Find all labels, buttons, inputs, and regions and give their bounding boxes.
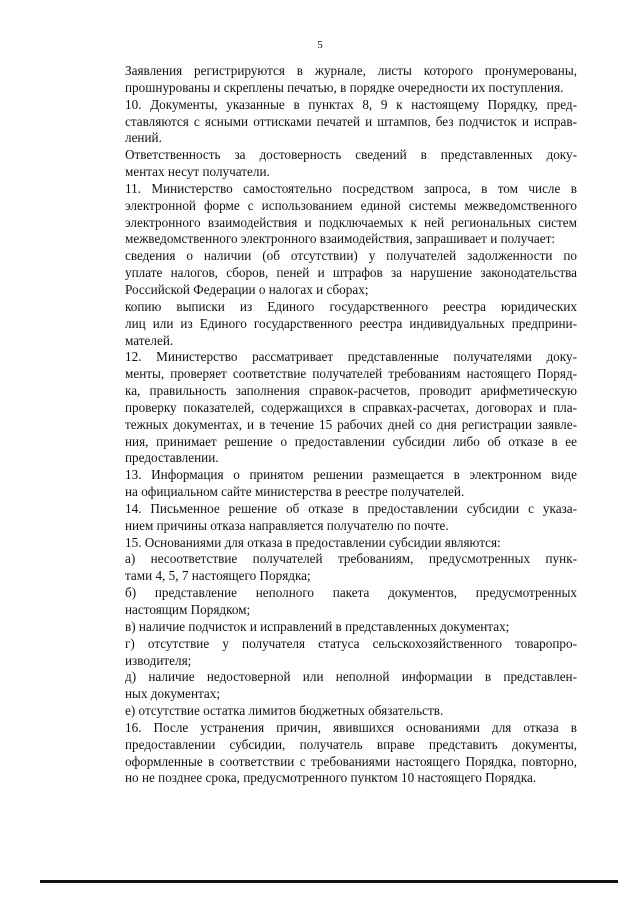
text-line: копию выписки из Единого государственного реестра юридических xyxy=(125,298,577,314)
paragraph xyxy=(87,349,577,467)
text-line: 13. Информация о принятом решении размещается в электронном виде xyxy=(125,467,577,483)
text-line: электронного взаимодействия и подключаемых к ней региональных систем xyxy=(125,214,577,230)
text-line: е) отсутствие остатка лимитов бюджетных обязательств. xyxy=(125,703,444,719)
text-line: лиц или из Единого государственного реестра индивидуальных предприни- xyxy=(125,315,577,331)
text-line: но не позднее срока, предусмотренного пунктом 10 настоящего Порядка. xyxy=(125,770,537,786)
text-line: 11. Министерство самостоятельно посредством запроса, в том числе в xyxy=(125,180,577,196)
text-line: г) отсутствие у получателя статуса сельскохозяйственного товаропро- xyxy=(125,635,577,651)
text-line: Российской Федерации о налогах и сборах; xyxy=(125,281,369,297)
paragraph xyxy=(87,535,577,552)
text-line: лений. xyxy=(125,130,162,146)
text-line: настоящим Порядком; xyxy=(125,602,251,617)
text-line: ния, принимает решение о предоставлении субсидии либо об отказе в ее xyxy=(125,433,577,449)
document-body xyxy=(87,63,577,787)
text-line: проверку показателей, содержащихся в справках-расчетах, договорах и пла- xyxy=(125,399,577,415)
text-line: 15. Основаниями для отказа в предоставлении субсидии являются: xyxy=(125,534,501,550)
text-line: тами 4, 5, 7 настоящего Порядка; xyxy=(125,568,311,584)
paragraph xyxy=(87,299,577,350)
paragraph xyxy=(87,181,577,248)
text-line: 16. После устранения причин, явившихся основаниями для отказа в xyxy=(125,719,577,735)
text-line: ставляются с ясными оттисками печатей и штампов, без подчисток и исправ- xyxy=(125,113,577,129)
text-line: 14. Письменное решение об отказе в предоставлении субсидии с указа- xyxy=(125,500,577,516)
text-line: электронной форме с использованием единой системы межведомственного xyxy=(125,197,577,213)
paragraph xyxy=(87,551,577,585)
text-line: изводителя; xyxy=(125,652,192,668)
paragraph xyxy=(87,720,577,787)
paragraph xyxy=(87,585,577,619)
text-line: ных документах; xyxy=(125,686,221,702)
text-line: тежных документах, и в течение 15 рабочих дней со дня регистрации заявле- xyxy=(125,416,577,432)
text-line: а) несоответствие получателей требованиям, предусмотренных пунк- xyxy=(125,551,577,567)
paragraph xyxy=(87,619,577,636)
text-line: мателей. xyxy=(125,332,174,348)
text-line: предоставлении субсидии, получатель вправе представить документы, xyxy=(125,736,577,752)
text-line: уплате налогов, сборов, пеней и штрафов за нарушение законодательства xyxy=(125,265,577,281)
text-line: ментах несут получатели. xyxy=(125,164,270,180)
text-line: сведения о наличии (об отсутствии) у получателей задолженности по xyxy=(125,248,577,264)
text-line: б) представление неполного пакета документов, предусмотренных xyxy=(125,585,577,601)
text-line: оформленные в соответствии с требованиями настоящего Порядка, повторно, xyxy=(125,753,577,769)
text-line: 12. Министерство рассматривает представленные получателями доку- xyxy=(125,349,577,365)
paragraph xyxy=(87,97,577,148)
paragraph xyxy=(87,501,577,535)
text-line: 10. Документы, указанные в пунктах 8, 9 к настоящему Порядку, пред- xyxy=(125,96,577,112)
text-line: менты, проверяет соответствие получателей требованиям настоящего Поряд- xyxy=(125,366,577,382)
paragraph xyxy=(87,669,577,703)
text-line: ка, правильность заполнения справок-расчетов, проводит арифметическую xyxy=(125,383,577,399)
text-line: Ответственность за достоверность сведений в представленных доку- xyxy=(125,147,577,163)
text-line: Заявления регистрируются в журнале, листы которого пронумерованы, xyxy=(125,63,577,78)
text-line: предоставлении. xyxy=(125,450,219,466)
text-line: в) наличие подчисток и исправлений в представленных документах; xyxy=(125,618,510,634)
paragraph xyxy=(87,63,577,97)
paragraph xyxy=(87,147,577,181)
page-number: 5 xyxy=(317,39,323,51)
text-line: прошнурованы и скреплены печатью, в порядке очередности их поступления. xyxy=(125,79,564,95)
text-line: межведомственного электронного взаимодействия, запрашивает и получает: xyxy=(125,231,555,247)
text-line: нием причины отказа направляется получателю по почте. xyxy=(125,517,449,533)
text-line: на официальном сайте министерства в реестре получателей. xyxy=(125,484,465,500)
paragraph xyxy=(87,248,577,299)
paragraph xyxy=(87,703,577,720)
paragraph xyxy=(87,636,577,670)
paragraph xyxy=(87,467,577,501)
text-line: д) наличие недостоверной или неполной информации в представлен- xyxy=(125,669,577,685)
bottom-rule xyxy=(40,880,618,883)
